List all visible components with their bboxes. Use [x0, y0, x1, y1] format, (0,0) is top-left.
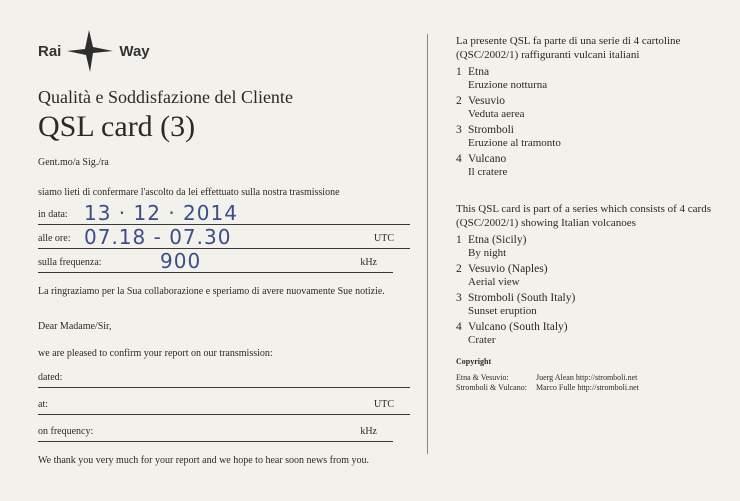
field-date-it	[38, 201, 410, 225]
credit-key: Stromboli & Vulcano:	[456, 383, 527, 392]
list-item	[456, 66, 728, 92]
field-time-it	[38, 225, 410, 249]
logo-word-way: Way	[119, 42, 150, 60]
volcano-list-en	[456, 234, 728, 347]
item-description: Il cratere	[468, 166, 508, 178]
item-name: Vulcano	[468, 153, 507, 165]
list-item	[456, 321, 728, 347]
field-at-en	[38, 388, 410, 415]
field-on-frequency-unit: kHz	[360, 426, 377, 437]
volcano-list-it	[456, 66, 728, 179]
intro-en: we are pleased to confirm your report on our transmission:	[38, 348, 273, 359]
credit-value: Marco Fulle http://stromboli.net	[536, 383, 639, 392]
item-name: Etna	[468, 66, 490, 78]
item-description: Eruzione notturna	[468, 79, 548, 91]
field-frequency-en	[38, 415, 393, 442]
credit-key: Etna & Vesuvio:	[456, 373, 509, 382]
center-divider	[427, 34, 428, 454]
list-item	[456, 234, 728, 260]
title-quality: Qualità e Soddisfazione del Cliente	[38, 87, 293, 107]
credit-row	[456, 373, 728, 383]
item-number: 1	[456, 66, 462, 78]
salutation-it: Gent.mo/a Sig./ra	[38, 157, 109, 168]
field-at-unit: UTC	[374, 399, 394, 410]
field-frequency-label: sulla frequenza:	[38, 257, 102, 268]
field-time-label: alle ore:	[38, 233, 71, 244]
field-on-frequency-label: on frequency:	[38, 426, 94, 437]
item-name: Vesuvio	[468, 95, 506, 107]
field-date-label: in data:	[38, 209, 68, 220]
title-qsl-card: QSL card (3)	[38, 110, 196, 143]
item-number: 4	[456, 153, 462, 165]
thanks-en: We thank you very much for your report and we hope to hear soon news from you.	[38, 455, 370, 466]
item-description: Eruzione al tramonto	[468, 137, 561, 149]
item-description: Sunset eruption	[468, 305, 537, 317]
rai-way-logo	[38, 30, 410, 72]
item-name: Stromboli (South Italy)	[468, 292, 576, 304]
item-name: Etna (Sicily)	[468, 234, 527, 246]
logo-word-rai: Rai	[38, 42, 62, 60]
item-description: Aerial view	[468, 276, 520, 288]
credit-value: Juerg Alean http://stromboli.net	[536, 373, 638, 382]
credit-row	[456, 383, 728, 393]
item-name: Vesuvio (Naples)	[468, 263, 548, 275]
item-name: Stromboli	[468, 124, 515, 136]
field-frequency-it	[38, 249, 393, 273]
item-number: 1	[456, 234, 462, 246]
item-number: 3	[456, 124, 462, 136]
list-item	[456, 124, 728, 150]
card-left-panel	[38, 30, 410, 467]
field-time-unit: UTC	[374, 233, 394, 244]
item-description: Crater	[468, 334, 496, 346]
field-at-label: at:	[38, 399, 48, 410]
field-dated-label: dated:	[38, 372, 63, 383]
item-number: 4	[456, 321, 462, 333]
list-item	[456, 95, 728, 121]
series-intro-en: This QSL card is part of a series which consists of 4 cards (QSC/2002/1) showing Italian volcanoes	[456, 203, 711, 229]
copyright-title: Copyright	[456, 357, 492, 366]
copyright-block	[456, 357, 728, 393]
list-item	[456, 292, 728, 318]
item-number: 2	[456, 263, 462, 275]
handwritten-time: 07.18 - 07.30	[84, 225, 232, 249]
salutation-en: Dear Madame/Sir,	[38, 321, 112, 332]
list-item	[456, 263, 728, 289]
item-number: 3	[456, 292, 462, 304]
item-number: 2	[456, 95, 462, 107]
field-frequency-unit: kHz	[360, 257, 377, 268]
item-description: By night	[468, 247, 507, 259]
rai-way-star-icon	[67, 30, 113, 72]
field-dated-en	[38, 368, 410, 388]
handwritten-frequency: 900	[160, 249, 202, 273]
item-name: Vulcano (South Italy)	[468, 321, 568, 333]
card-right-panel	[456, 34, 728, 393]
series-intro-it: La presente QSL fa parte di una serie di 4 cartoline (QSC/2002/1) raffiguranti vulcani italiani	[456, 35, 681, 61]
intro-it: siamo lieti di confermare l'ascolto da lei effettuato sulla nostra trasmissione	[38, 187, 340, 198]
thanks-it: La ringraziamo per la Sua collaborazione e speriamo di avere nuovamente Sue notizie.	[38, 286, 385, 297]
item-description: Veduta aerea	[468, 108, 525, 120]
list-item	[456, 153, 728, 179]
handwritten-date: 13 · 12 · 2014	[84, 201, 238, 225]
